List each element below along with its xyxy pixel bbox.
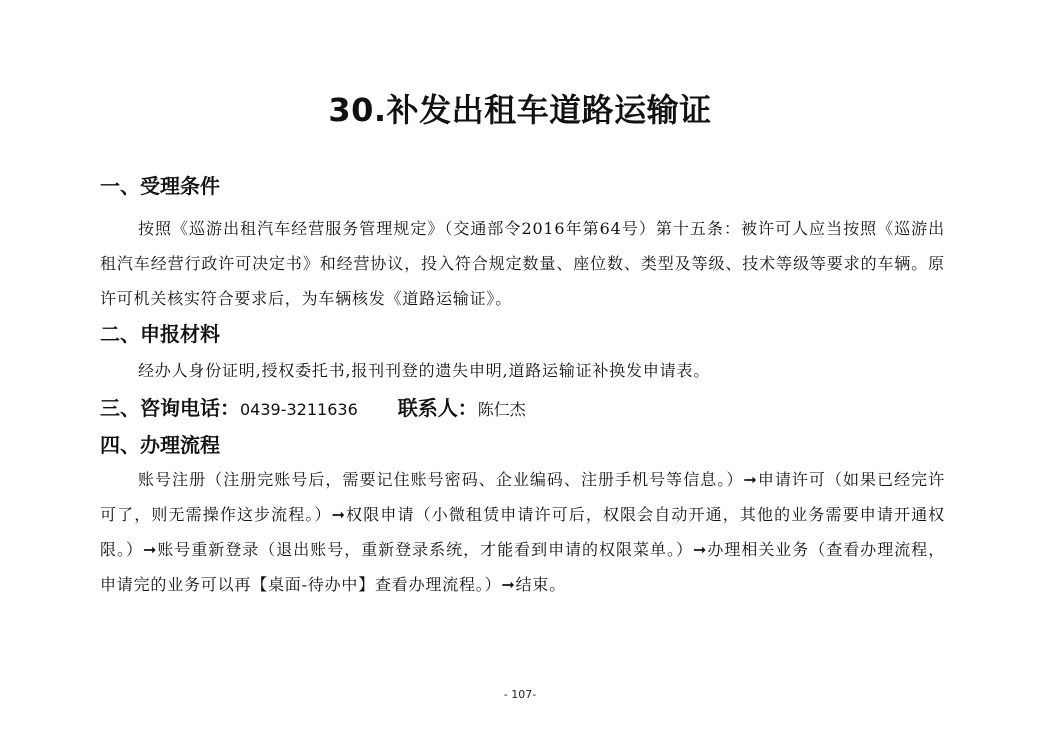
contact-line: [100, 394, 526, 424]
section-heading-process: 四、办理流程: [100, 433, 220, 457]
phone-label: 三、咨询电话：: [100, 396, 240, 420]
page-number: - 107-: [503, 688, 537, 701]
section-body-materials: 经办人身份证明,授权委托书,报刊刊登的遗失申明,道路运输证补换发申请表。: [138, 361, 711, 380]
section-body-conditions: 按照《巡游出租汽车经营服务管理规定》（交通部令2016年第64号）第十五条：被许可人应当按照《巡游出租汽车经营行政许可决定书》和经营协议，投入符合规定数量、座位数、类型及等级、技术等级等要求的车辆。原许可机关核实符合要求后，为车辆核发《道路运输证》。: [100, 219, 945, 308]
section-body-process: 账号注册（注册完账号后，需要记住账号密码、企业编码、注册手机号等信息。）➞申请许可（如果已经完许可了，则无需操作这步流程。）➞权限申请（小微租赁申请许可后，权限会自动开通，其他的业务需要申请开通权限。）➞账号重新登录（退出账号，重新登录系统，才能看到申请的权限菜单。）➞办理相关业务（查看办理流程，申请完的业务可以再【桌面-待办中】查看办理流程。）➞结束。: [100, 470, 945, 594]
person-label: 联系人：: [397, 396, 478, 420]
page-title: 30.补发出租车道路运输证: [328, 91, 712, 129]
section-heading-materials: 二、申报材料: [100, 322, 220, 346]
contact-person: 陈仁杰: [477, 400, 526, 419]
section-heading-conditions: 一、受理条件: [100, 174, 220, 198]
phone-number: 0439-3211636: [240, 400, 358, 419]
